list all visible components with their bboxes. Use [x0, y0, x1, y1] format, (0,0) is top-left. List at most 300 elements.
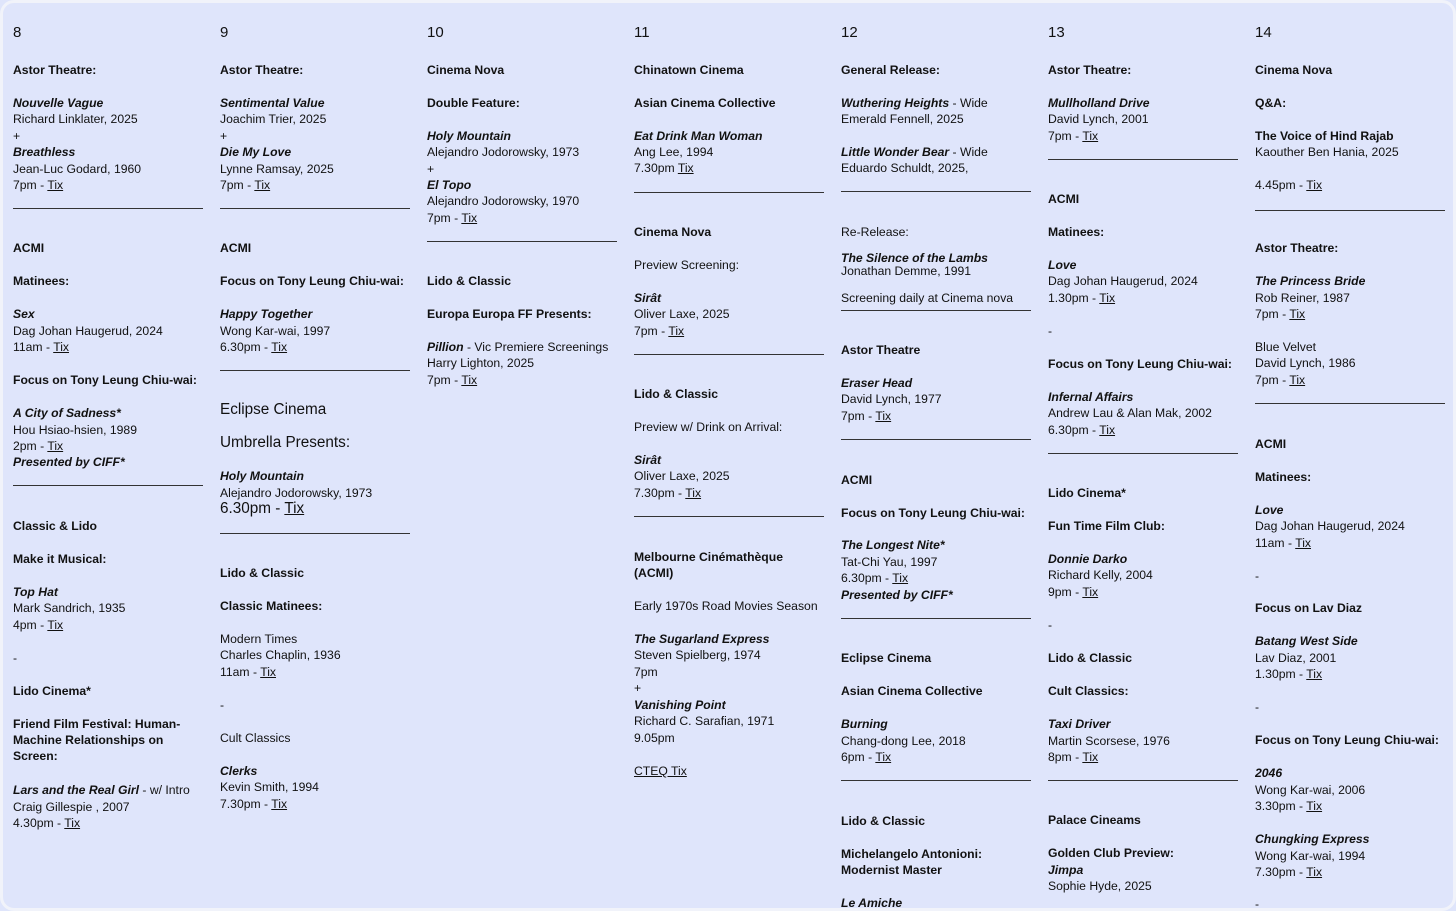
film-title: [220, 95, 325, 111]
section-heading-text: ACMI: [220, 241, 252, 255]
day-column-13: [1048, 3, 1240, 908]
listing-text: [13, 111, 138, 127]
film-title-text: Vanishing Point: [634, 698, 726, 712]
section-heading: [634, 549, 783, 565]
listing-text: [841, 160, 968, 176]
listing-text-text: Sophie Hyde, 2025: [1048, 879, 1152, 893]
section-heading: [13, 372, 197, 388]
section-heading: [841, 862, 942, 878]
section-heading: [13, 62, 96, 78]
film-title-text: Wuthering Heights: [841, 96, 950, 110]
ticket-link[interactable]: Tix: [875, 409, 892, 423]
showtime: [1048, 128, 1098, 144]
film-title-text: Sirât: [634, 453, 662, 467]
section-heading: [1255, 95, 1286, 111]
listing-text: [1255, 650, 1336, 666]
ticket-link[interactable]: Tix: [1082, 585, 1099, 599]
film-title: [841, 95, 988, 111]
day-number: 10: [427, 24, 444, 41]
day-column-8: [13, 3, 205, 908]
listing-text: [220, 631, 297, 647]
listing-text-text: David Lynch, 2001: [1048, 112, 1149, 126]
section-heading: [1255, 600, 1362, 616]
listing-text: [427, 161, 434, 177]
section-heading: [13, 518, 97, 534]
showtime: [1255, 177, 1322, 193]
ticket-link[interactable]: Tix: [461, 373, 478, 387]
film-title: [1255, 831, 1369, 847]
film-title-text: Love: [1255, 503, 1284, 517]
section-heading-text: Double Feature:: [427, 96, 520, 110]
section-heading-text: Cinema Nova: [427, 63, 505, 77]
showtime-text: 4.45pm -: [1255, 178, 1307, 192]
listing-text: [1255, 568, 1259, 584]
ticket-link[interactable]: Tix: [284, 500, 305, 517]
film-title-text: The Longest Nite*: [841, 538, 945, 552]
showtime-text: 6.30pm -: [220, 340, 272, 354]
showtime: [1048, 584, 1098, 600]
film-title-text: Holy Mountain: [427, 129, 511, 143]
film-title-text: Little Wonder Bear: [841, 145, 950, 159]
ticket-link[interactable]: Tix: [1289, 307, 1306, 321]
showtime: [13, 438, 63, 454]
film-title-text: A City of Sadness*: [13, 406, 121, 420]
showtime: [634, 160, 694, 176]
section-heading-text: Lido & Classic: [220, 566, 304, 580]
listing-text-text: Craig Gillespie , 2007: [13, 800, 130, 814]
film-title: [634, 631, 769, 647]
ticket-link[interactable]: CTEQ Tix: [634, 764, 687, 778]
listing-text: [1048, 733, 1170, 749]
listing-text: [1255, 144, 1399, 160]
listing-text: [220, 128, 227, 144]
film-title: [13, 584, 58, 600]
listing-text: [634, 419, 782, 435]
listing-text-text: Emerald Fennell, 2025: [841, 112, 964, 126]
section-heading: [841, 342, 920, 358]
listing-text-text: Re-Release:: [841, 225, 909, 239]
showtime-text: 1.30pm -: [1048, 291, 1100, 305]
ticket-link[interactable]: Tix: [1306, 178, 1323, 192]
listing-text: [220, 111, 326, 127]
section-heading: [1255, 240, 1338, 256]
ticket-link[interactable]: Tix: [271, 340, 288, 354]
ticket-link[interactable]: Tix: [1099, 423, 1116, 437]
showtime-text: 7pm -: [13, 178, 48, 192]
film-title-text: Chungking Express: [1255, 832, 1370, 846]
showtime-text: 6.30pm -: [841, 571, 893, 585]
section-heading-text: ACMI: [1048, 192, 1080, 206]
film-title: [841, 375, 912, 391]
film-title-text: Holy Mountain: [220, 469, 304, 483]
section-heading: [1048, 485, 1126, 501]
film-title: [634, 290, 661, 306]
film-title: [634, 128, 762, 144]
section-heading: [634, 224, 711, 240]
section-heading: [13, 683, 91, 699]
section-heading: [634, 565, 673, 581]
section-heading: [634, 95, 776, 111]
section-divider: [220, 370, 410, 371]
showtime-text: 7pm -: [1255, 307, 1290, 321]
listing-text: [1255, 339, 1316, 355]
section-heading-text: Focus on Tony Leung Chiu-wai:: [220, 274, 404, 288]
film-title-text: Breathless: [13, 145, 76, 159]
listing-text-text: +: [220, 129, 228, 143]
film-title: [634, 452, 661, 468]
film-title-text: Sex: [13, 307, 35, 321]
showtime-text: 11am -: [13, 340, 54, 354]
showtime: [13, 177, 63, 193]
section-divider: [634, 516, 824, 517]
section-divider: [220, 208, 410, 209]
section-heading: [841, 683, 983, 699]
section-heading: [1048, 356, 1232, 372]
film-title: [841, 537, 945, 553]
film-title-text: The Sugarland Express: [634, 632, 770, 646]
listing-text: [1255, 518, 1405, 534]
listing-text-text: +: [427, 162, 435, 176]
section-heading-text: Focus on Tony Leung Chiu-wai:: [13, 373, 197, 387]
ticket-link[interactable]: Tix: [668, 324, 685, 338]
showtime: [1255, 666, 1322, 682]
showtime: [634, 763, 687, 779]
film-title-text: El Topo: [427, 178, 472, 192]
listing-text: [1255, 355, 1356, 371]
listing-text: [1048, 111, 1149, 127]
section-heading: [1048, 191, 1079, 207]
film-title: [13, 405, 121, 421]
listing-text-text: David Lynch, 1986: [1255, 356, 1356, 370]
ticket-link[interactable]: Tix: [1295, 536, 1311, 550]
film-title: [1048, 389, 1133, 405]
film-title: [1048, 716, 1111, 732]
listing-text-text: Joachim Trier, 2025: [220, 112, 327, 126]
film-title-text: Donnie Darko: [1048, 552, 1128, 566]
section-heading-text: Lido & Classic: [427, 274, 511, 288]
showtime: [841, 749, 891, 765]
film-note: - Wide: [949, 96, 988, 110]
listing-text: [13, 650, 17, 666]
ticket-link[interactable]: Tix: [1306, 667, 1323, 681]
listing-text-text: Richard Kelly, 2004: [1048, 568, 1153, 582]
listing-text-text: David Lynch, 1977: [841, 392, 942, 406]
listing-text-text: Screening daily at Cinema nova: [841, 291, 1014, 305]
ticket-link[interactable]: Tix: [1082, 129, 1099, 143]
listing-text-text: Lav Diaz, 2001: [1255, 651, 1337, 665]
listing-text: [220, 697, 224, 713]
showtime: [1255, 798, 1322, 814]
venue-heading-text: Umbrella Presents:: [220, 434, 351, 451]
ticket-link[interactable]: Tix: [260, 665, 276, 679]
film-title: [1255, 502, 1283, 518]
listing-text: [634, 664, 658, 680]
section-heading-text: Classic & Lido: [13, 519, 97, 533]
film-title-text: Sirât: [634, 291, 662, 305]
day-number: 8: [13, 24, 22, 41]
section-heading-text: ACMI: [1255, 437, 1287, 451]
ticket-link[interactable]: Tix: [677, 161, 694, 175]
section-heading: [1048, 845, 1174, 861]
section-heading: [427, 95, 520, 111]
ticket-link[interactable]: Tix: [47, 178, 64, 192]
listing-text-text: 9.05pm: [634, 731, 675, 745]
ticket-link[interactable]: Tix: [271, 797, 288, 811]
section-heading: [841, 62, 940, 78]
section-heading-text: Lido & Classic: [841, 814, 925, 828]
section-heading-text: Golden Club Preview:: [1048, 846, 1174, 860]
ticket-link[interactable]: Tix: [1306, 799, 1323, 813]
section-heading-text: Q&A:: [1255, 96, 1287, 110]
section-heading-text: Focus on Lav Diaz: [1255, 601, 1362, 615]
film-title: [13, 144, 75, 160]
film-title-text: Presented by CIFF*: [841, 588, 953, 602]
film-title: [841, 716, 888, 732]
section-heading-text: Europa Europa FF Presents:: [427, 307, 592, 321]
section-heading: [1048, 650, 1132, 666]
venue-heading-text: 6.30pm -: [220, 500, 285, 517]
ticket-link[interactable]: Tix: [47, 439, 64, 453]
showtime-text: 7pm -: [1048, 129, 1083, 143]
day-column-10: [427, 3, 619, 908]
film-title: [1048, 551, 1127, 567]
listing-text: [427, 193, 579, 209]
showtime: [13, 617, 63, 633]
section-heading: [841, 846, 982, 862]
ticket-link[interactable]: Tix: [892, 571, 909, 585]
ticket-link[interactable]: Tix: [47, 618, 64, 632]
section-heading: [1255, 469, 1311, 485]
ticket-link[interactable]: Tix: [461, 211, 478, 225]
film-title-text: Nouvelle Vague: [13, 96, 104, 110]
section-heading: [220, 62, 303, 78]
section-heading: [634, 62, 744, 78]
listing-text: [1255, 848, 1365, 864]
day-number: 11: [634, 24, 650, 41]
listing-text-text: Kaouther Ben Hania, 2025: [1255, 145, 1399, 159]
section-heading-text: General Release:: [841, 63, 940, 77]
listing-text: [427, 144, 579, 160]
listing-text: [841, 224, 909, 240]
section-heading-text: Lido & Classic: [1048, 651, 1132, 665]
section-heading-text: Fun Time Film Club:: [1048, 519, 1165, 533]
showtime-text: 2pm -: [13, 439, 48, 453]
film-title-text: Presented by CIFF*: [13, 455, 125, 469]
section-heading: [13, 716, 203, 764]
venue-heading: [220, 499, 304, 519]
showtime: [13, 339, 69, 355]
film-title: [220, 306, 312, 322]
showtime-text: 7.30pm -: [220, 797, 272, 811]
day-column-14: [1255, 3, 1447, 908]
showtime-text: 1.30pm -: [1255, 667, 1307, 681]
listing-text-text: Preview Screening:: [634, 258, 739, 272]
listing-text-text: Wong Kar-wai, 1997: [220, 324, 331, 338]
showtime: [1048, 422, 1115, 438]
listing-text-text: Jean-Luc Godard, 1960: [13, 162, 142, 176]
section-divider: [220, 533, 410, 534]
section-heading: [427, 306, 592, 322]
listing-text: [841, 554, 937, 570]
film-title: [1048, 862, 1083, 878]
listing-text-text: Oliver Laxe, 2025: [634, 307, 730, 321]
section-heading-text: Michelangelo Antonioni:: [841, 847, 983, 861]
section-heading-text: Modernist Master: [841, 863, 942, 877]
ticket-link[interactable]: Tix: [53, 340, 69, 354]
film-title: [13, 306, 35, 322]
listing-text-text: Lynne Ramsay, 2025: [220, 162, 334, 176]
listing-text-text: -: [13, 651, 18, 665]
section-heading-text: Friend Film Festival: Human-Machine Relationships on Screen:: [13, 717, 181, 763]
listing-text: [841, 263, 971, 279]
film-title: [1255, 633, 1358, 649]
section-divider: [841, 780, 1031, 781]
film-title: [220, 468, 304, 484]
section-divider: [13, 208, 203, 209]
listing-text: [13, 422, 137, 438]
showtime: [220, 664, 276, 680]
section-divider: [841, 439, 1031, 440]
listing-text-text: Harry Lighton, 2025: [427, 356, 535, 370]
film-title: [1048, 95, 1150, 111]
section-heading: [220, 598, 322, 614]
section-heading: [841, 650, 931, 666]
ticket-link[interactable]: Tix: [64, 816, 81, 830]
listing-text: [13, 128, 20, 144]
listing-text-text: Tat-Chi Yau, 1997: [841, 555, 938, 569]
section-heading: [1048, 518, 1165, 534]
listing-text: [1255, 896, 1259, 908]
showtime: [1255, 535, 1311, 551]
listing-text: [220, 730, 290, 746]
showtime: [1255, 372, 1305, 388]
ticket-link[interactable]: Tix: [875, 750, 892, 764]
ticket-link[interactable]: Tix: [1099, 291, 1116, 305]
section-heading: [220, 273, 404, 289]
section-heading-text: Chinatown Cinema: [634, 63, 744, 77]
listing-text: [634, 713, 774, 729]
listing-text: [634, 598, 818, 614]
section-heading: [1255, 436, 1286, 452]
section-heading: [841, 505, 1025, 521]
section-divider: [1048, 453, 1238, 454]
film-title: [841, 587, 953, 603]
listing-text-text: Charles Chaplin, 1936: [220, 648, 341, 662]
section-heading-text: Astor Theatre:: [1255, 241, 1339, 255]
showtime-text: 4pm -: [13, 618, 48, 632]
listing-text-text: Steven Spielberg, 1974: [634, 648, 761, 662]
listing-text: [634, 468, 730, 484]
section-heading: [1048, 683, 1129, 699]
listing-text-text: Mark Sandrich, 1935: [13, 601, 126, 615]
ticket-link[interactable]: Tix: [254, 178, 271, 192]
film-title-text: Taxi Driver: [1048, 717, 1111, 731]
section-divider: [634, 192, 824, 193]
showtime: [1048, 749, 1098, 765]
listing-text-text: -: [1048, 618, 1053, 632]
listing-text: [1048, 273, 1198, 289]
section-heading: [13, 240, 44, 256]
section-divider: [1255, 403, 1445, 404]
section-heading-text: Focus on Tony Leung Chiu-wai:: [1048, 357, 1232, 371]
showtime: [1255, 306, 1305, 322]
listing-text: [1048, 405, 1212, 421]
showtime: [841, 408, 891, 424]
section-divider: [1048, 159, 1238, 160]
film-title-text: The Silence of the Lambs: [841, 251, 988, 265]
listing-text-text: Alejandro Jodorowsky, 1973: [427, 145, 580, 159]
ticket-link[interactable]: Tix: [1082, 750, 1099, 764]
section-heading-text: The Voice of Hind Rajab: [1255, 129, 1394, 143]
listing-text-text: Blue Velvet: [1255, 340, 1316, 354]
listing-text: [220, 161, 334, 177]
listing-text-text: Richard C. Sarafian, 1971: [634, 714, 775, 728]
showtime: [13, 815, 80, 831]
section-heading: [220, 240, 251, 256]
section-heading-text: Focus on Tony Leung Chiu-wai:: [841, 506, 1025, 520]
section-heading-text: Asian Cinema Collective: [841, 684, 983, 698]
listing-text-text: Dag Johan Haugerud, 2024: [13, 324, 163, 338]
section-heading: [13, 551, 106, 567]
showtime: [841, 570, 908, 586]
section-heading-text: Cinema Nova: [1255, 63, 1333, 77]
showtime: [220, 177, 270, 193]
film-title-text: Sentimental Value: [220, 96, 325, 110]
showtime-text: 7.30pm: [634, 161, 678, 175]
ticket-link[interactable]: Tix: [1306, 865, 1323, 879]
showtime: [220, 339, 287, 355]
film-title: [634, 697, 726, 713]
ticket-link[interactable]: Tix: [685, 486, 702, 500]
film-title-text: Eat Drink Man Woman: [634, 129, 763, 143]
showtime-text: 7.30pm -: [1255, 865, 1307, 879]
film-title: [1255, 273, 1365, 289]
section-heading: [1255, 128, 1394, 144]
listing-text: [634, 144, 713, 160]
listing-text-text: -: [1048, 324, 1053, 338]
section-divider: [1048, 780, 1238, 781]
showtime-text: 7pm -: [427, 211, 462, 225]
listing-text-text: Early 1970s Road Movies Season: [634, 599, 818, 613]
listing-text: [13, 161, 141, 177]
section-heading-text: Lido Cinema*: [1048, 486, 1126, 500]
listing-text-text: -: [1255, 897, 1260, 908]
listing-text: [841, 290, 1013, 306]
listing-text-text: Kevin Smith, 1994: [220, 780, 319, 794]
showtime-text: 6.30pm -: [1048, 423, 1100, 437]
section-heading-text: Focus on Tony Leung Chiu-wai:: [1255, 733, 1439, 747]
day-number: 13: [1048, 24, 1065, 41]
listing-text-text: -: [1255, 700, 1260, 714]
listing-text-text: Eduardo Schuldt, 2025,: [841, 161, 969, 175]
listing-text-text: Dag Johan Haugerud, 2024: [1048, 274, 1198, 288]
film-title-text: 2046: [1255, 766, 1283, 780]
ticket-link[interactable]: Tix: [1289, 373, 1306, 387]
film-title: [13, 454, 125, 470]
section-heading-text: Astor Theatre:: [220, 63, 304, 77]
section-heading-text: Cult Classics:: [1048, 684, 1129, 698]
showtime-text: 11am -: [1255, 536, 1296, 550]
listing-text: [1255, 782, 1365, 798]
film-title: [427, 339, 608, 355]
listing-text-text: Andrew Lau & Alan Mak, 2002: [1048, 406, 1212, 420]
section-heading: [841, 472, 872, 488]
listing-text-text: Hou Hsiao-hsien, 1989: [13, 423, 137, 437]
film-title-text: Top Hat: [13, 585, 58, 599]
listing-text: [841, 391, 942, 407]
section-heading-text: Astor Theatre:: [1048, 63, 1132, 77]
listing-text: [220, 779, 319, 795]
